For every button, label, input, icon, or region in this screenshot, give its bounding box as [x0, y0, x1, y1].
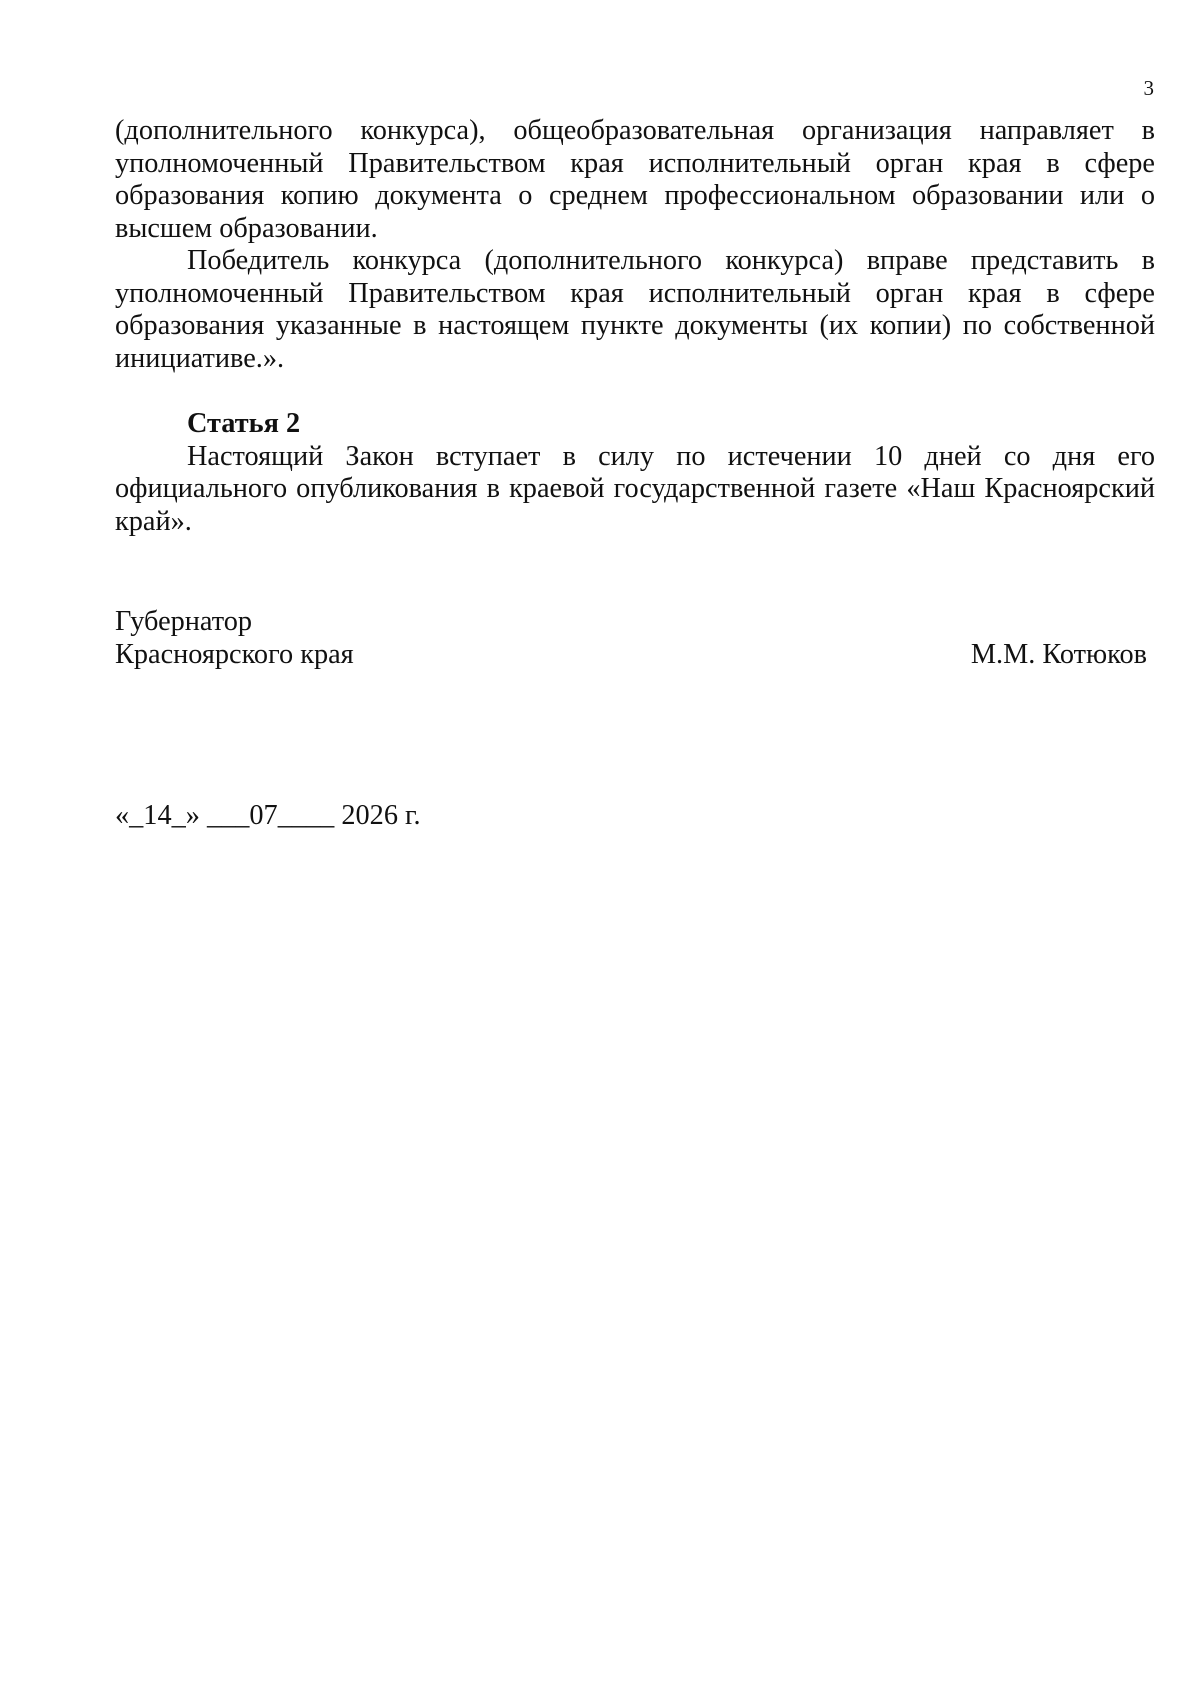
- signature-position-line2: Красноярского края: [115, 638, 354, 670]
- article-heading: Статья 2: [187, 408, 301, 439]
- article-text: Настоящий Закон вступает в силу по истечении 10 дней со дня его официального опубликования в краевой государственной газете «Наш Красноярский край».: [115, 440, 1155, 537]
- paragraph-winner-documents: Победитель конкурса (дополнительного конкурса) вправе представить в уполномоченный Правительством края исполнительный орган края в сфере образования указанные в настоящем пункте документы (их копии) по собственной инициативе.».: [115, 245, 1155, 374]
- document-date: «_14_» ___07____ 2026 г.: [115, 800, 421, 831]
- signature-block: [115, 606, 1155, 671]
- paragraph-continuation: (дополнительного конкурса), общеобразовательная организация направляет в уполномоченный Правительством края исполнительный орган края в сфере образования копию документа о среднем профессиональном образовании или о высшем образовании.: [115, 115, 1155, 244]
- article-2: [115, 408, 1155, 538]
- signature-position-line1: Губернатор: [115, 606, 253, 637]
- signature-row: [115, 639, 1155, 672]
- document-body: [115, 115, 1155, 375]
- page-number: 3: [1143, 76, 1154, 100]
- signature-name: М.М. Котюков: [970, 638, 1147, 670]
